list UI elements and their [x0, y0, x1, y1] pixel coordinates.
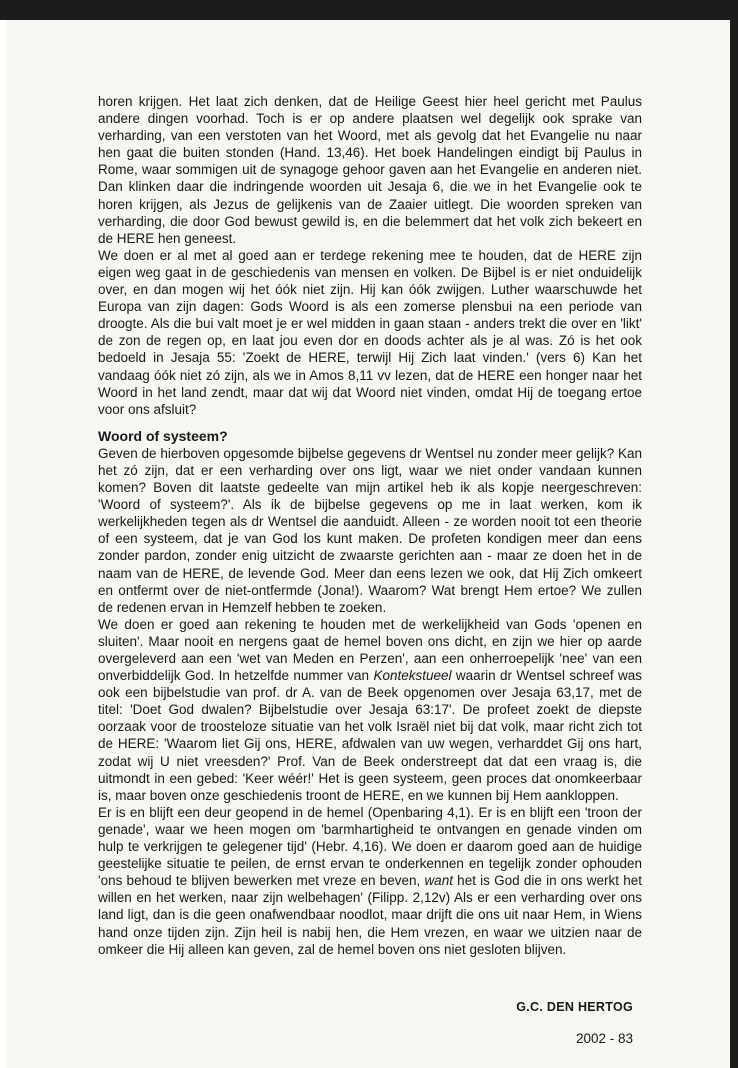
paragraph-5 — [98, 804, 642, 958]
paragraph-4-text-a: We doen er goed aan rekening te houden met de werkelijkheid van Gods 'openen en sluiten'. Maar nooit en nergens gaat de hemel boven ons dicht, en zijn we hier op aarde overgeleverd aan een 'wet van Meden en Perzen', aan een onherroepelijk 'nee' van een onverbiddelijk God. In hetzelfde nummer van — [98, 616, 642, 684]
scan-border-top — [0, 0, 738, 20]
paragraph-4-title: Kontekstueel — [373, 668, 452, 684]
paragraph-2: We doen er al met al goed aan er terdege rekening mee te houden, dat de HERE zijn eigen weg gaat in de geschiedenis van mensen en volken. De Bijbel is er niet onduidelijk over, en dan mogen wij het óók niet zijn. Hij kan óók zwijgen. Luther waarschuwde het Europa van zijn dagen: Gods Woord is als een zomerse plensbui na een periode van droogte. Als die bui valt moet je er wel midden in gaan staan - anders trekt die over en 'likt' de zon de regen op, en laat jou even dor en doods achter als je al was. Zó is het ook bedoeld in Jesaja 55: 'Zoekt de HERE, terwijl Hij Zich laat vinden.' (vers 6) Kan het vandaag óók niet zó zijn, als we in Amos 8,11 vv lezen, dat de HERE een honger naar het Woord in het land zendt, maar dat wij dat Woord niet vinden, omdat Hij de toegang ertoe voor ons afsluit? — [98, 247, 642, 417]
paragraph-1: horen krijgen. Het laat zich denken, dat de Heilige Geest hier heel gericht met Paulus andere dingen voorhad. Toch is er op andere plaatsen wel degelijk ook sprake van verharding, van een verstoten van het Woord, met als gevolg dat het Evangelie nu naar hen gaat die buiten stonden (Hand. 13,46). Het boek Handelingen eindigt bij Paulus in Rome, waar sommigen uit de synagoge gehoor gaven aan het Evangelie en anderen niet. Dan klinken daar die indringende woorden uit Jesaja 6, die we in het Evangelie ook te horen krijgen, als Jezus de gelijkenis van de Zaaier uitlegt. Die woorden spreken van verharding, die door God bewust gewild is, en die belemmert dat het volk zich bekeert en de HERE hen geneest. — [98, 94, 642, 246]
section-heading: Woord of systeem? — [98, 427, 228, 444]
paragraph-5-text-a: Er is en blijft een deur geopend in de hemel (Openbaring 4,1). Er is en blijft een 'troon der genade', waar we heen mogen om 'barmhartigheid te ontvangen en genade vinden om hulp te verkrijgen te gelegener tijd' (Hebr. 4,16). We doen er daarom goed aan de huidige geestelijke situatie te peilen, de ernst ervan te onderkennen en tegelijk zonder ophouden 'ons behoud te blijven bewerken met vreze en beven, — [98, 804, 642, 889]
author-name: G.C. DEN HERTOG — [516, 1000, 633, 1014]
paragraph-4 — [98, 616, 642, 804]
article-body — [98, 93, 642, 958]
paragraph-5-text-b: het is God die in ons werkt het willen en het werken, naar zijn welbehagen' (Filipp. 2,12v) Als er een verharding over ons land ligt, dan is die geen onafwendbaar noodlot, maar drijft die ons uit naar Hem, in Wiens hand onze tijden zijn. Zijn heil is nabij hen, die Hem vrezen, en waar we uitzien naar de omkeer die Hij alleen kan geven, zal de hemel boven ons niet gesloten blijven. — [98, 873, 643, 957]
scan-border-right — [730, 0, 738, 1068]
paragraph-4-text-b: waarin dr Wentsel schreef was ook een bijbelstudie van prof. dr A. van de Beek opgenomen over Jesaja 63,17, met de titel: 'Doet God dwalen? Bijbelstudie over Jesaja 63:17'. De profeet zoekt de diepste oorzaak voor de troosteloze situatie van het volk Israël niet bij dat volk, maar richt zich tot de HERE: 'Waarom liet Gij ons, HERE, afdwalen van uw wegen, verharddet Gij ons hart, zodat wij U niet vreesden?' Prof. Van de Beek onderstreept dat dat een vraag is, die uitmondt in een gebed: 'Keer wéér!' Het is geen systeem, geen proces dat onomkeerbaar is, maar boven onze geschiedenis troont de HERE, en we kunnen bij Hem aankloppen. — [98, 668, 643, 803]
page-number: 2002 - 83 — [575, 1031, 633, 1046]
paragraph-5-emphasis: want — [424, 873, 453, 889]
paragraph-3: Geven de hierboven opgesomde bijbelse gegevens dr Wentsel nu zonder meer gelijk? Kan het zó zijn, dat er een verharding over ons ligt, waar we niet onder vandaan kunnen komen? Boven dit laatste gedeelte van mijn artikel heb ik als kopje neergeschreven: 'Woord of systeem?'. Als ik de bijbelse gegevens op me in laat werken, kom ik werkelijkheden tegen als dr Wentsel die aanduidt. Alleen - ze worden nooit tot een theorie of een systeem, dat je van God los kunt maken. De profeten kondigen meer dan eens zonder pardon, zonder enig uitzicht de zwaarste gerichten aan - maar ze doen het in de naam van de HERE, de levende God. Meer dan eens lezen we ook, dat Hij Zich omkeert en ontfermt over de niet-ontfermde (Jona!). Waarom? Wat brengt Hem ertoe? We zullen de redenen ervan in Hemzelf hebben te zoeken. — [98, 445, 642, 615]
